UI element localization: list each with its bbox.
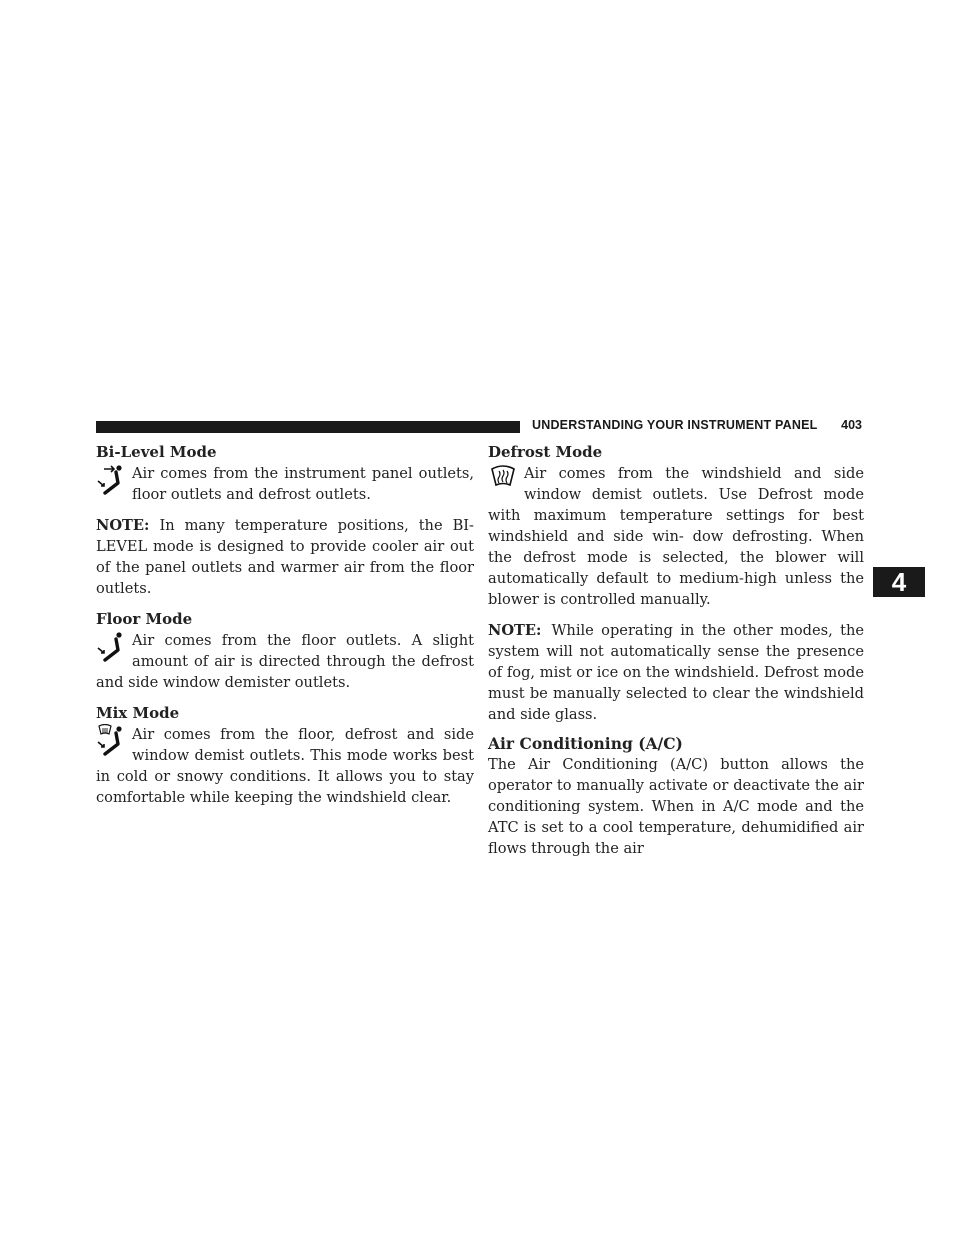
note-2-label: NOTE: <box>488 622 542 639</box>
page-number: 403 <box>841 418 862 432</box>
ac-text: The Air Conditioning (A/C) button allows the operator to manually activate or deactivate the air conditioning system. When in A/C mode and the ATC is set to a cool temperature, dehumidified air flows through the air <box>488 756 864 857</box>
defrost-heading: Defrost Mode <box>488 443 603 461</box>
bilevel-mode-icon <box>96 463 130 501</box>
floor-mode-icon <box>96 630 130 668</box>
floor-heading: Floor Mode <box>96 610 193 628</box>
header-title: UNDERSTANDING YOUR INSTRUMENT PANEL <box>532 418 818 432</box>
defrost-mode-icon <box>488 463 522 501</box>
mix-mode-icon <box>96 724 130 762</box>
bilevel-text: Air comes from the instrument panel outlets, floor outlets and defrost outlets. <box>132 465 474 503</box>
bilevel-heading: Bi-Level Mode <box>96 443 217 461</box>
note-1-text: In many temperature positions, the BI-LEVEL mode is designed to provide cooler air out of the panel outlets and warmer air from the floor outlets. <box>96 517 474 597</box>
chapter-tab: 4 <box>873 567 925 597</box>
right-column <box>488 442 864 859</box>
mix-text: Air comes from the floor, defrost and side window demist outlets. This mode works best in cold or snowy conditions. It allows you to stay comfortable while keeping the windshield clear. <box>96 726 474 806</box>
note-2 <box>488 620 864 725</box>
ac-heading: Air Conditioning (A/C) <box>488 734 683 753</box>
mix-heading: Mix Mode <box>96 704 180 722</box>
left-column <box>96 442 474 808</box>
page-header <box>96 420 866 434</box>
defrost-text: Air comes from the windshield and side window demist outlets. Use Defrost mode with maximum temperature settings for best windshield and side win- dow defrosting. When the defrost mode is selected, the blower will automatically default to medium-high unless the blower is controlled manually. <box>488 465 864 608</box>
note-2-text: While operating in the other modes, the system will not automatically sense the presence of fog, mist or ice on the windshield. Defrost mode must be manually selected to clear the windshield and side glass. <box>488 622 864 723</box>
header-bar <box>96 421 520 433</box>
floor-text: Air comes from the floor outlets. A slight amount of air is directed through the defrost and side window demister outlets. <box>96 632 474 691</box>
note-1 <box>96 515 474 599</box>
note-1-label: NOTE: <box>96 517 150 534</box>
